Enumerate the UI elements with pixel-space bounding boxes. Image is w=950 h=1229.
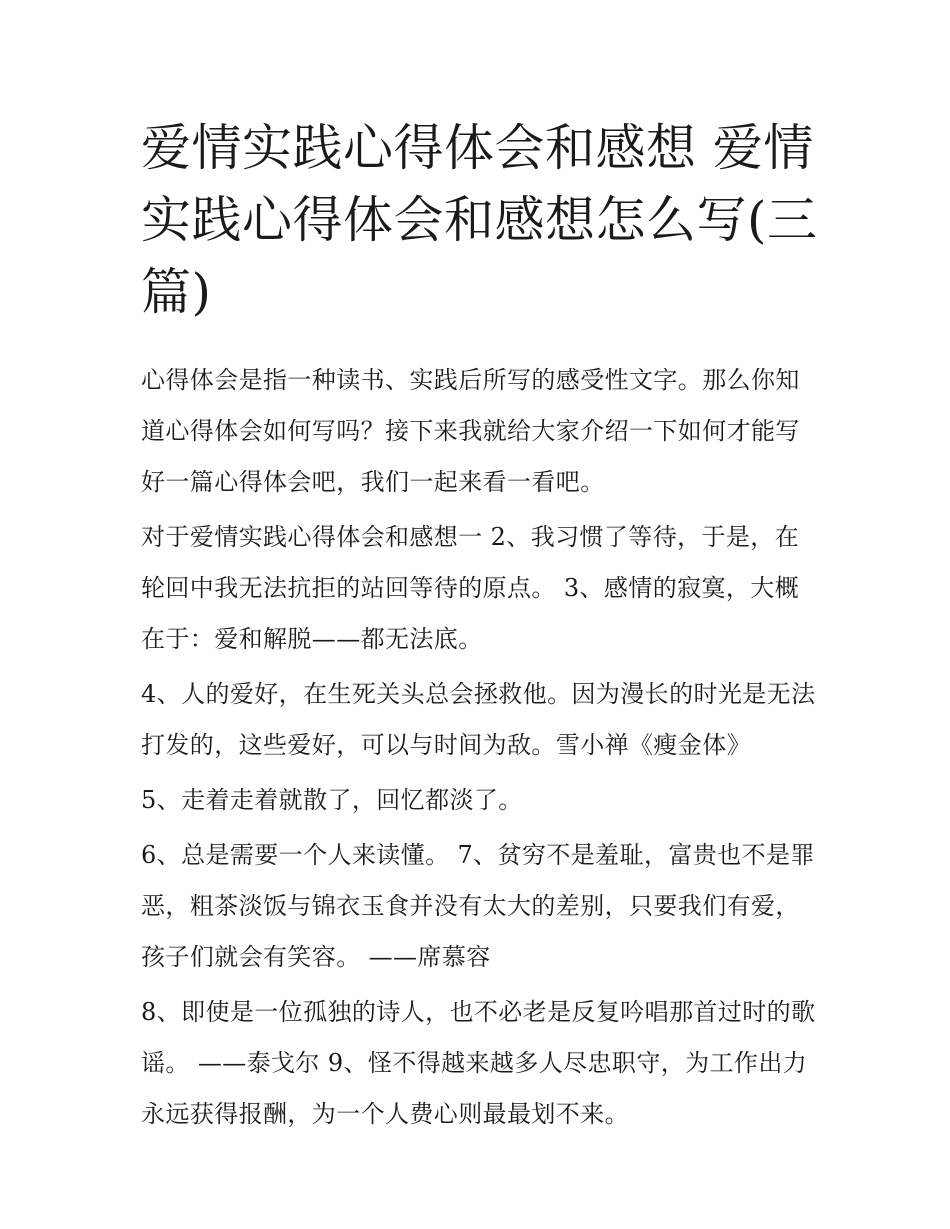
paragraph-intro: 心得体会是指一种读书、实践后所写的感受性文字。那么你知道心得体会如何写吗？接下来我就给大家介绍一下如何才能写好一篇心得体会吧，我们一起来看一看吧。 xyxy=(141,366,800,496)
document-body xyxy=(141,355,821,1144)
paragraph-quotes-2-3: 对于爱情实践心得体会和感想一 2、我习惯了等待，于是，在轮回中我无法抗拒的站回等待的原点。 3、感情的寂寞，大概在于：爱和解脱——都无法底。 xyxy=(141,523,800,653)
document-title: 爱情实践心得体会和感想 爱情实践心得体会和感想怎么写(三篇) xyxy=(141,119,818,321)
paragraph-quotes-6-7: 6、总是需要一个人来读懂。 7、贫穷不是羞耻，富贵也不是罪恶，粗茶淡饭与锦衣玉食并没有太大的差别，只要我们有爱，孩子们就会有笑容。 ——席慕容 xyxy=(141,841,815,971)
paragraph-quote-4: 4、人的爱好，在生死关头总会拯救他。因为漫长的时光是无法打发的，这些爱好，可以与时间为敌。雪小禅《瘦金体》 xyxy=(141,680,816,759)
paragraph-quote-5: 5、走着走着就散了，回忆都淡了。 xyxy=(141,786,523,814)
paragraph-quotes-8-9: 8、即使是一位孤独的诗人，也不必老是反复吟唱那首过时的歌谣。 ——泰戈尔 9、怪不得越来越多人尽忠职守，为工作出力永远获得报酬，为一个人费心则最最划不来。 xyxy=(141,998,816,1128)
